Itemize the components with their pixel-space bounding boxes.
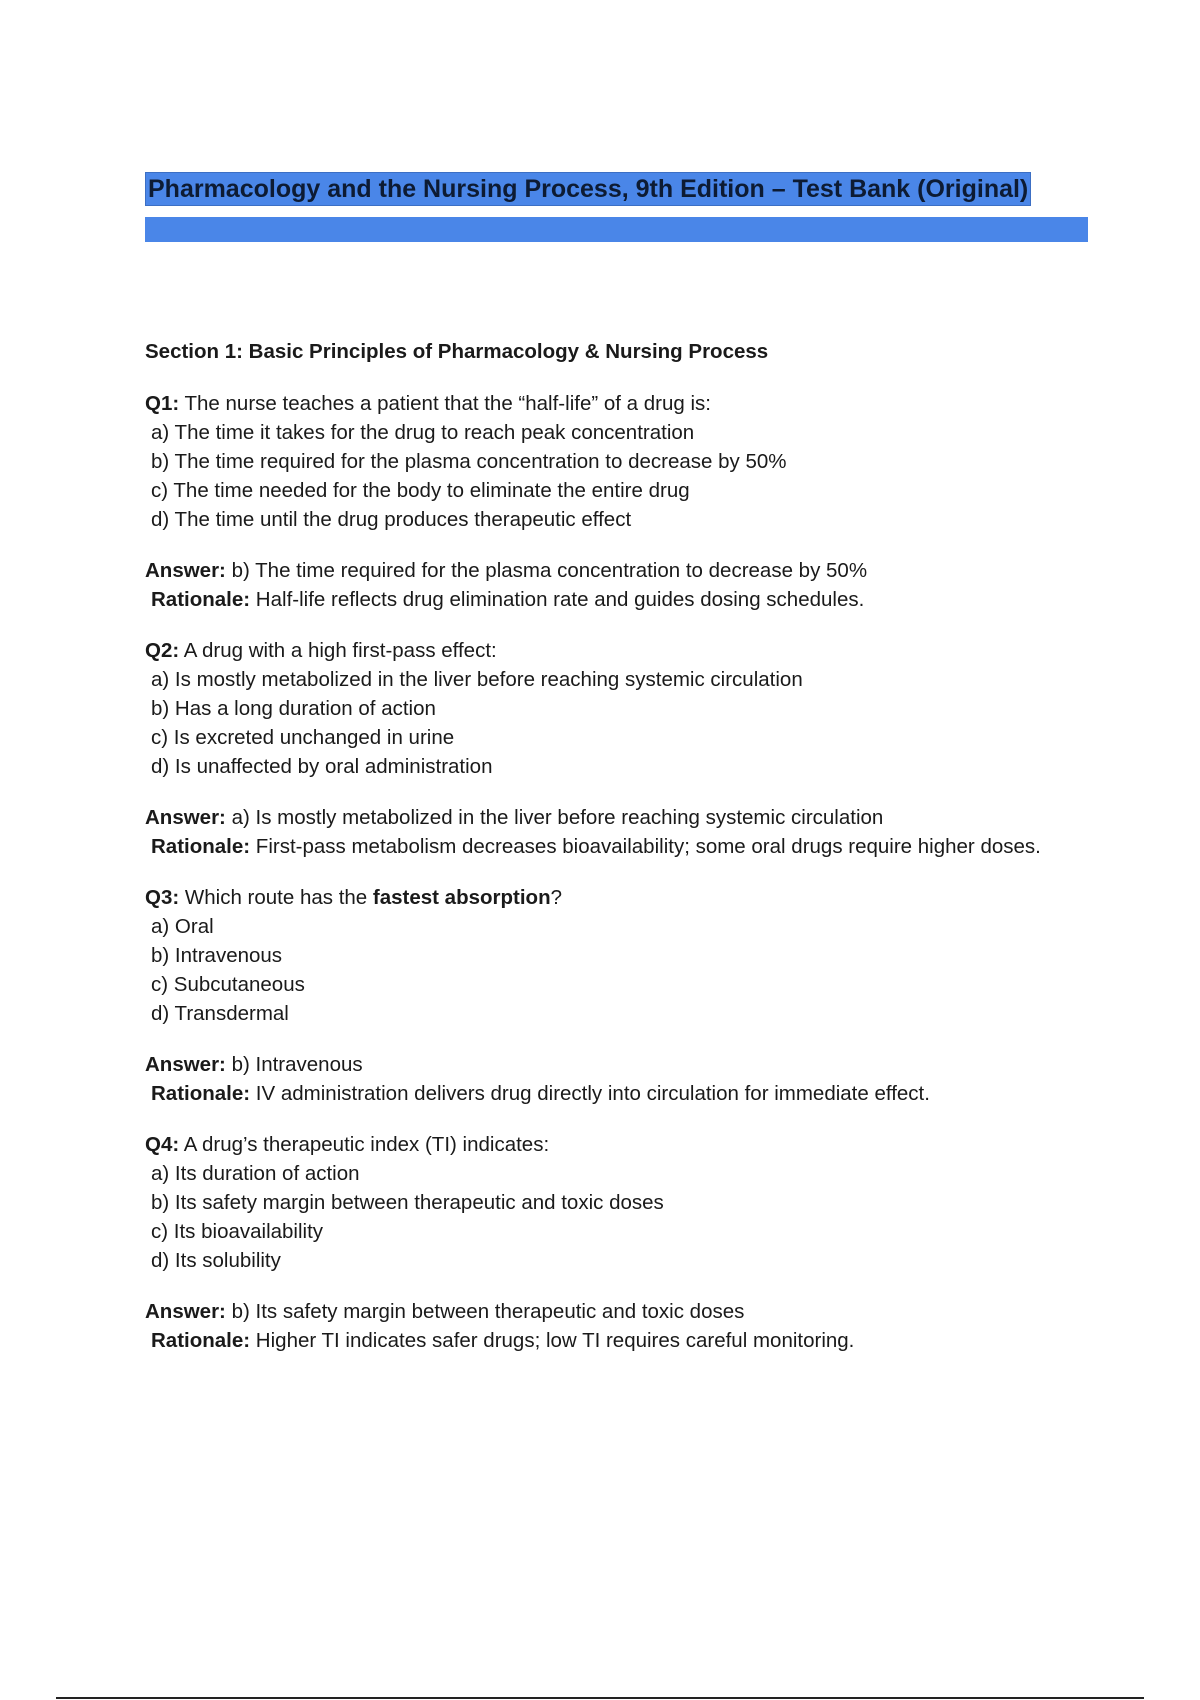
question-stem: The nurse teaches a patient that the “half-life” of a drug is: [179, 392, 711, 415]
rationale-text: Half-life reflects drug elimination rate and guides dosing schedules. [250, 588, 865, 611]
document-body [145, 337, 1065, 1377]
option-c: c) Is excreted unchanged in urine [151, 726, 455, 749]
option-a: a) The time it takes for the drug to reach peak concentration [151, 421, 695, 444]
option-list [145, 912, 1065, 1028]
rationale-line [145, 1326, 1065, 1355]
option-b: b) Intravenous [151, 944, 283, 967]
question-label: Q4: [145, 1133, 180, 1156]
answer-text: b) Intravenous [225, 1053, 363, 1076]
question-block-2 [145, 636, 1065, 861]
answer-line [145, 803, 1065, 832]
question-text [145, 883, 1065, 912]
option-d: d) The time until the drug produces therapeutic effect [151, 508, 632, 531]
question-block-4 [145, 1130, 1065, 1355]
question-block-1 [145, 389, 1065, 614]
option-c: c) The time needed for the body to eliminate the entire drug [151, 479, 690, 502]
document-title: Pharmacology and the Nursing Process, 9th Edition – Test Bank (Original) [145, 172, 1031, 206]
answer-line [145, 1050, 1065, 1079]
answer-text: b) The time required for the plasma concentration to decrease by 50% [225, 559, 868, 582]
section-heading: Section 1: Basic Principles of Pharmacology & Nursing Process [145, 340, 769, 363]
answer-line [145, 1297, 1065, 1326]
question-block-3 [145, 883, 1065, 1108]
answer-label: Answer: [145, 1053, 226, 1076]
option-b: b) The time required for the plasma concentration to decrease by 50% [151, 450, 787, 473]
question-stem: A drug’s therapeutic index (TI) indicates: [179, 1133, 550, 1156]
answer-label: Answer: [145, 559, 226, 582]
rationale-label: Rationale: [151, 1329, 251, 1352]
option-list [145, 1159, 1065, 1275]
option-c: c) Its bioavailability [151, 1220, 324, 1243]
answer-label: Answer: [145, 806, 226, 829]
option-list [145, 418, 1065, 534]
question-label: Q2: [145, 639, 180, 662]
option-d: d) Is unaffected by oral administration [151, 755, 493, 778]
option-c: c) Subcutaneous [151, 973, 305, 996]
answer-label: Answer: [145, 1300, 226, 1323]
question-text [145, 636, 1065, 665]
question-stem-end: ? [550, 886, 563, 909]
question-stem: Which route has the [179, 886, 373, 909]
rationale-text: IV administration delivers drug directly into circulation for immediate effect. [250, 1082, 930, 1105]
title-highlight-bar [145, 217, 1088, 242]
question-label: Q1: [145, 392, 180, 415]
rationale-label: Rationale: [151, 835, 251, 858]
option-b: b) Has a long duration of action [151, 697, 436, 720]
rationale-line [145, 585, 1065, 614]
question-stem: A drug with a high first-pass effect: [179, 639, 497, 662]
option-d: d) Its solubility [151, 1249, 281, 1272]
rationale-label: Rationale: [151, 588, 251, 611]
rationale-line [145, 1079, 1065, 1108]
rationale-label: Rationale: [151, 1082, 251, 1105]
question-emphasis: fastest absorption [372, 886, 551, 909]
answer-text: b) Its safety margin between therapeutic and toxic doses [225, 1300, 745, 1323]
option-list [145, 665, 1065, 781]
option-b: b) Its safety margin between therapeutic and toxic doses [151, 1191, 664, 1214]
option-a: a) Its duration of action [151, 1162, 360, 1185]
option-d: d) Transdermal [151, 1002, 289, 1025]
answer-text: a) Is mostly metabolized in the liver before reaching systemic circulation [225, 806, 884, 829]
option-a: a) Is mostly metabolized in the liver before reaching systemic circulation [151, 668, 803, 691]
question-text [145, 389, 1065, 418]
question-text [145, 1130, 1065, 1159]
rationale-line [145, 832, 1065, 861]
option-a: a) Oral [151, 915, 214, 938]
rationale-text: First-pass metabolism decreases bioavailability; some oral drugs require higher doses. [250, 835, 1041, 858]
rationale-text: Higher TI indicates safer drugs; low TI requires careful monitoring. [250, 1329, 855, 1352]
answer-line [145, 556, 1065, 585]
question-label: Q3: [145, 886, 180, 909]
footer-rule [56, 1697, 1144, 1699]
